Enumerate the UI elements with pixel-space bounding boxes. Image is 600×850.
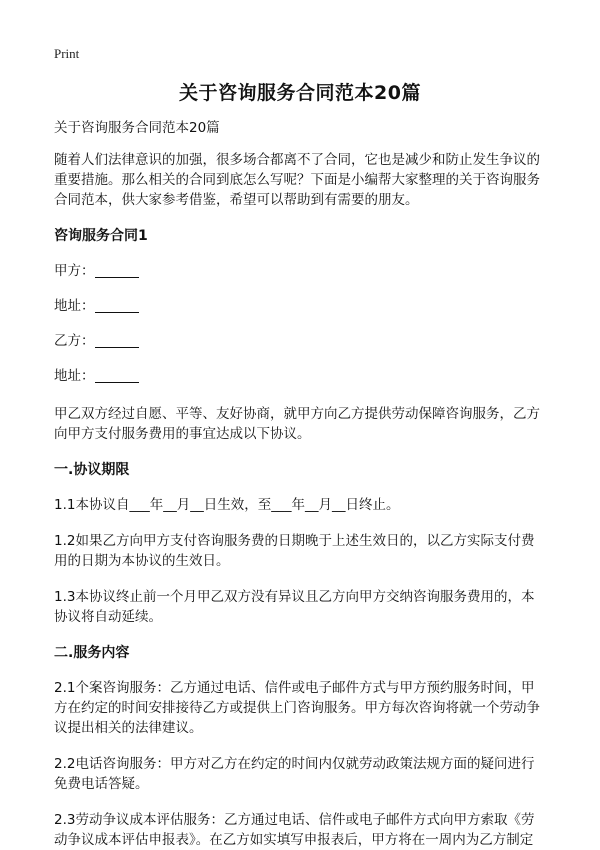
clause-2-1: 2.1个案咨询服务：乙方通过电话、信件或电子邮件方式与甲方预约服务时间，甲方在约定的时间安排接待乙方或提供上门咨询服务。甲方每次咨询将就一个劳动争议提出相关的法律建议。 — [54, 680, 540, 736]
party-a-blank — [95, 263, 139, 278]
print-label[interactable]: Print — [54, 46, 80, 61]
party-b-address-label: 地址： — [54, 368, 95, 384]
agreement-paragraph: 甲乙双方经过自愿、平等、友好协商，就甲方向乙方提供劳动保障咨询服务，乙方向甲方支付服务费用的事宜达成以下协议。 — [54, 406, 540, 442]
document-title: 关于咨询服务合同范本20篇 — [179, 82, 421, 104]
contract-heading: 咨询服务合同1 — [54, 228, 148, 244]
clause-1-1: 1.1本协议自___年__月__日生效，至___年__月__日终止。 — [54, 497, 400, 513]
section1-heading: 一.协议期限 — [54, 462, 130, 478]
party-a-address-blank — [95, 298, 139, 313]
party-a-label: 甲方： — [54, 263, 95, 279]
clause-2-3: 2.3劳动争议成本评估服务：乙方通过电话、信件或电子邮件方式向甲方索取《劳动争议成本评估申报表》。在乙方如实填写申报表后，甲方将在一周内为乙方制定 — [54, 812, 535, 848]
clause-1-3: 1.3本协议终止前一个月甲乙双方没有异议且乙方向甲方交纳咨询服务费用的，本协议将自动延续。 — [54, 589, 535, 625]
party-b-field — [54, 331, 546, 351]
document-subtitle: 关于咨询服务合同范本20篇 — [54, 120, 220, 136]
document-body — [54, 118, 546, 850]
party-b-blank — [95, 333, 139, 348]
party-a-field — [54, 261, 546, 281]
party-a-address-field — [54, 296, 546, 316]
clause-1-2: 1.2如果乙方向甲方支付咨询服务费的日期晚于上述生效日的，以乙方实际支付费用的日期为本协议的生效日。 — [54, 533, 535, 569]
intro-paragraph: 随着人们法律意识的加强，很多场合都离不了合同，它也是减少和防止发生争议的重要措施。那么相关的合同到底怎么写呢？下面是小编帮大家整理的关于咨询服务合同范本，供大家参考借鉴，希望可以帮助到有需要的朋友。 — [54, 152, 540, 208]
section2-heading: 二.服务内容 — [54, 645, 130, 661]
party-b-address-blank — [95, 368, 139, 383]
party-a-address-label: 地址： — [54, 298, 95, 314]
party-b-label: 乙方： — [54, 333, 95, 349]
clause-2-2: 2.2电话咨询服务：甲方对乙方在约定的时间内仅就劳动政策法规方面的疑问进行免费电话答疑。 — [54, 756, 535, 792]
party-b-address-field — [54, 366, 546, 386]
